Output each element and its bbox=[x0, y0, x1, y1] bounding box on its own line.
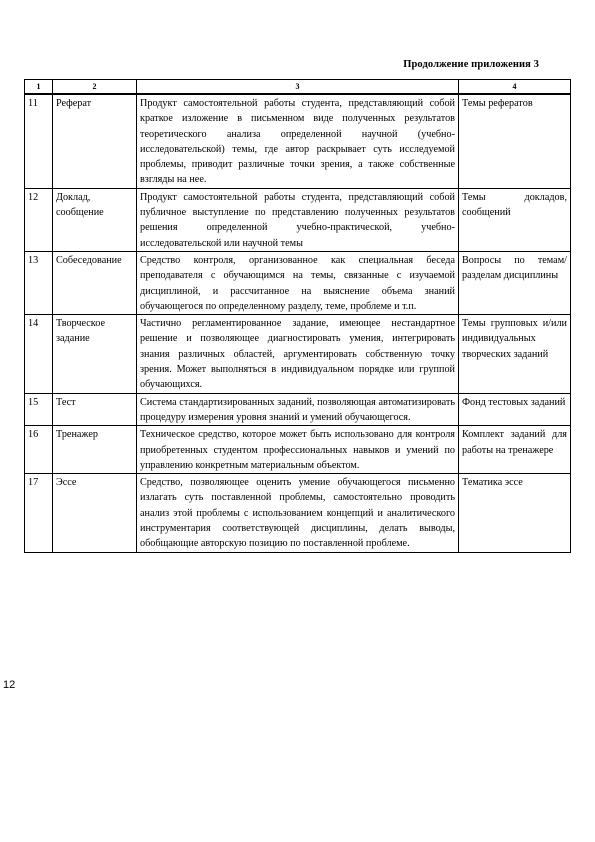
tool-name: Тренажер bbox=[53, 426, 137, 474]
table-row-11 bbox=[25, 94, 571, 188]
continuation-header: Продолжение приложения 3 bbox=[403, 59, 539, 70]
row-number: 16 bbox=[25, 426, 53, 474]
tool-representation: Вопросы по темам/разделам дисциплины bbox=[459, 251, 571, 314]
tool-description: Средство контроля, организованное как специальная беседа преподавателя с обучающимся на темы, связанные с изучаемой дисциплиной, и рассчитанное на выяснение объема знаний обучающегося по определенному разделу, теме, проблеме и т.п. bbox=[137, 251, 459, 314]
table-row-13 bbox=[25, 251, 571, 314]
tool-description: Техническое средство, которое может быть использовано для контроля приобретенных студентом профессиональных навыков и умений по управлению конкретным материальным объектом. bbox=[137, 426, 459, 474]
assessment-tools-table bbox=[24, 79, 571, 553]
column-number-3: 3 bbox=[137, 80, 459, 95]
page-number: 12 bbox=[3, 679, 16, 691]
tool-representation: Тематика эссе bbox=[459, 474, 571, 552]
row-number: 15 bbox=[25, 393, 53, 426]
row-number: 11 bbox=[25, 94, 53, 188]
column-number-1: 1 bbox=[25, 80, 53, 95]
tool-name: Собеседование bbox=[53, 251, 137, 314]
table-row-17 bbox=[25, 474, 571, 552]
column-number-row bbox=[25, 80, 571, 95]
row-number: 17 bbox=[25, 474, 53, 552]
column-number-4: 4 bbox=[459, 80, 571, 95]
tool-description: Средство, позволяющее оценить умение обучающегося письменно излагать суть поставленной проблемы, самостоятельно проводить анализ этой проблемы с использованием концепций и аналитического инструментария соответствующей дисциплины, делать выводы, обобщающие авторскую позицию по поставленной проблеме. bbox=[137, 474, 459, 552]
tool-name: Реферат bbox=[53, 94, 137, 188]
table-row-15 bbox=[25, 393, 571, 426]
tool-name: Творческое задание bbox=[53, 315, 137, 393]
table-row-16 bbox=[25, 426, 571, 474]
row-number: 12 bbox=[25, 188, 53, 251]
tool-name: Тест bbox=[53, 393, 137, 426]
tool-representation: Комплект заданий для работы на тренажере bbox=[459, 426, 571, 474]
row-number: 13 bbox=[25, 251, 53, 314]
tool-representation: Темы докладов, сообщений bbox=[459, 188, 571, 251]
tool-representation: Фонд тестовых заданий bbox=[459, 393, 571, 426]
tool-description: Частично регламентированное задание, имеющее нестандартное решение и позволяющее диагностировать умения, интегрировать знания различных областей, аргументировать собственную точку зрения. Может выполняться в индивидуальном порядке или группой обучающихся. bbox=[137, 315, 459, 393]
tool-description: Продукт самостоятельной работы студента, представляющий собой публичное выступление по представлению полученных результатов решения определенной учебно-практической, учебно-исследовательской или научной темы bbox=[137, 188, 459, 251]
tool-description: Система стандартизированных заданий, позволяющая автоматизировать процедуру измерения уровня знаний и умений обучающегося. bbox=[137, 393, 459, 426]
row-number: 14 bbox=[25, 315, 53, 393]
table-row-12 bbox=[25, 188, 571, 251]
tool-representation: Темы групповых и/или индивидуальных творческих заданий bbox=[459, 315, 571, 393]
tool-description: Продукт самостоятельной работы студента, представляющий собой краткое изложение в письменном виде полученных результатов теоретического анализа определенной научной (учебно-исследовательской) темы, где автор раскрывает суть исследуемой проблемы, приводит различные точки зрения, а также собственные взгляды на нее. bbox=[137, 94, 459, 188]
tool-name: Доклад, сообщение bbox=[53, 188, 137, 251]
table-row-14 bbox=[25, 315, 571, 393]
column-number-2: 2 bbox=[53, 80, 137, 95]
tool-representation: Темы рефератов bbox=[459, 94, 571, 188]
tool-name: Эссе bbox=[53, 474, 137, 552]
